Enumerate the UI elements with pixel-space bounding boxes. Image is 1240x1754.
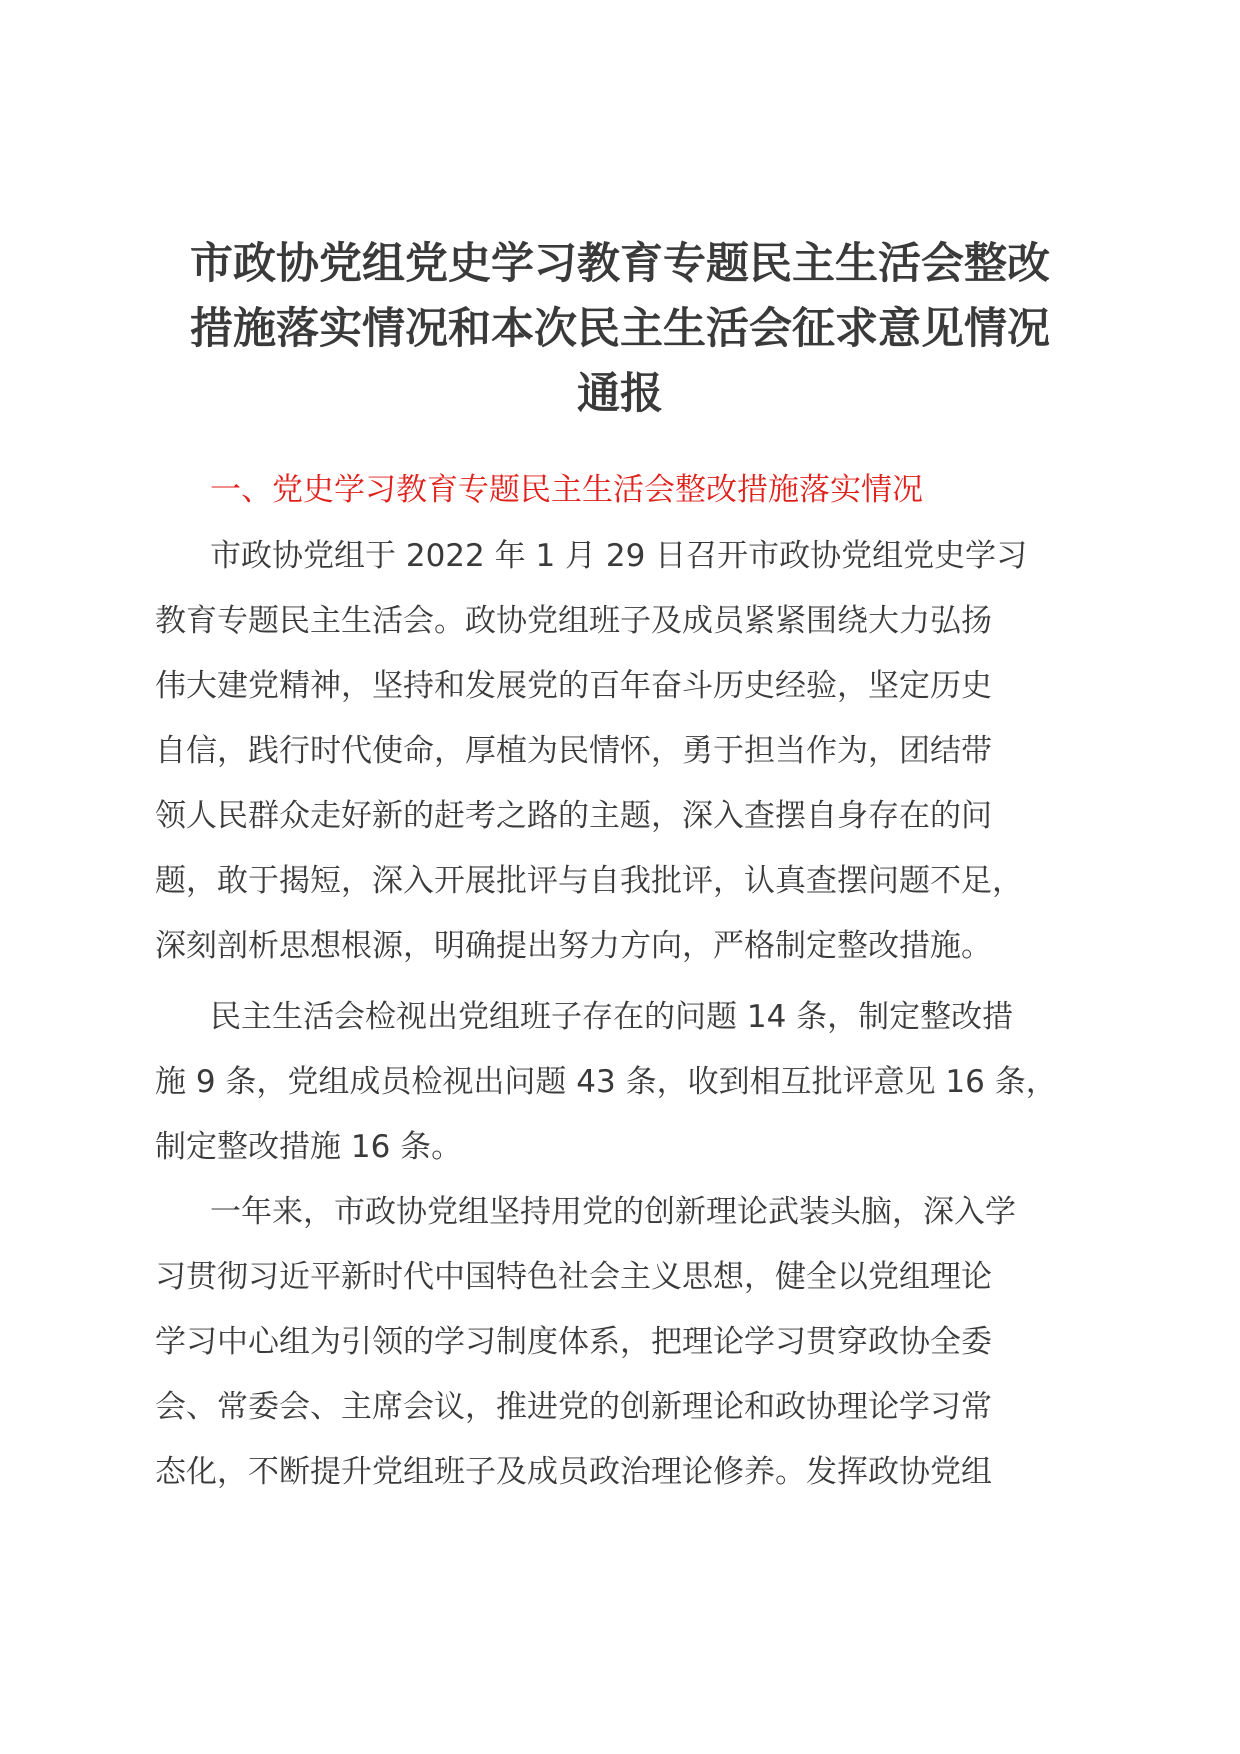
paragraph-yearly-progress [155, 1180, 1095, 1505]
paragraph-line: 伟大建党精神，坚持和发展党的百年奋斗历史经验，坚定历史 [155, 668, 992, 704]
paragraph-line: 一年来，市政协党组坚持用党的创新理论武装头脑，深入学 [210, 1194, 1016, 1230]
paragraph-line: 态化，不断提升党组班子及成员政治理论修养。发挥政协党组 [155, 1454, 992, 1490]
paragraph-line: 自信，践行时代使命，厚植为民情怀，勇于担当作为，团结带 [155, 733, 992, 769]
paragraph-line: 学习中心组为引领的学习制度体系，把理论学习贯穿政协全委 [155, 1324, 992, 1360]
document-title [150, 232, 1090, 427]
paragraph-issue-counts [155, 985, 1095, 1180]
paragraph-line: 民主生活会检视出党组班子存在的问题 14 条，制定整改措 [210, 999, 1014, 1035]
paragraph-meeting-summary [155, 524, 1095, 979]
paragraph-line: 深刻剖析思想根源，明确提出努力方向，严格制定整改措施。 [155, 928, 992, 964]
title-line: 市政协党组党史学习教育专题民主生活会整改 [190, 239, 1050, 289]
paragraph-line: 领人民群众走好新的赶考之路的主题，深入查摆自身存在的问 [155, 798, 992, 834]
paragraph-line: 习贯彻习近平新时代中国特色社会主义思想，健全以党组理论 [155, 1259, 992, 1295]
title-line: 措施落实情况和本次民主生活会征求意见情况 [190, 304, 1050, 354]
paragraph-line: 施 9 条，党组成员检视出问题 43 条，收到相互批评意见 16 条， [155, 1064, 1057, 1100]
title-line: 通报 [577, 369, 663, 419]
paragraph-line: 制定整改措施 16 条。 [155, 1129, 463, 1165]
paragraph-line: 题，敢于揭短，深入开展批评与自我批评，认真查摆问题不足， [155, 863, 1023, 899]
paragraph-line: 教育专题民主生活会。政协党组班子及成员紧紧围绕大力弘扬 [155, 603, 992, 639]
section-heading: 一、党史学习教育专题民主生活会整改措施落实情况 [210, 472, 923, 508]
paragraph-line: 会、常委会、主席会议，推进党的创新理论和政协理论学习常 [155, 1389, 992, 1425]
paragraph-line: 市政协党组于 2022 年 1 月 29 日召开市政协党组党史学习 [210, 538, 1028, 574]
